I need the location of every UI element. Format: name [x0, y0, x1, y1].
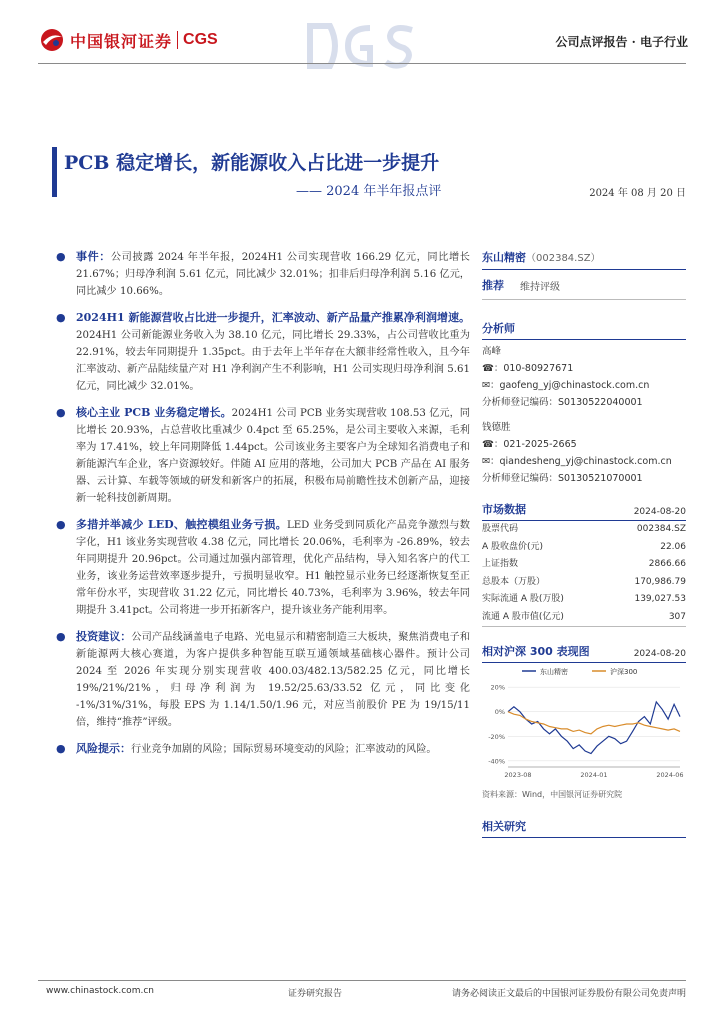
point-head: 风险提示：	[76, 742, 131, 755]
analyst-email[interactable]: ✉：gaofeng_yj@chinastock.com.cn	[482, 380, 650, 391]
analyst-name: 钱德胜	[482, 422, 511, 433]
chart-date: 2024-08-20	[633, 649, 686, 659]
stock-name: 东山精密	[482, 251, 526, 264]
legend-label: 沪深300	[610, 668, 638, 676]
x-tick-label: 2024-06	[656, 771, 684, 779]
report-type: 公司点评报告 · 电子行业	[555, 35, 688, 49]
table-row	[482, 521, 686, 539]
stock-code: （002384.SZ）	[526, 253, 601, 264]
market-section-title: 市场数据	[482, 503, 526, 516]
divider	[482, 837, 686, 838]
row-value: 170,986.79	[634, 576, 686, 587]
row-value: 2866.66	[648, 559, 686, 569]
market-section-header	[482, 497, 686, 520]
analyst-phone: ☎：021-2025-2665	[482, 439, 577, 450]
rating-sub: 维持评级	[520, 281, 560, 293]
row-label: 实际流通 A 股(万股)	[482, 594, 564, 604]
point-body: 公司产品线涵盖电子电路、光电显示和精密制造三大板块，聚焦消费电子和新能源两大核心赛道，为客户提供多种智能互联互通领域基础核心器件。预计公司 2024 至 2026 年实现分别实现营收 400.03/482.13/582.25 亿元，同比增长 19%/21%/21%，归母净利润为 19.52/25.63/33.52 亿元，同比变化 -1%/31%/31%，每股 EPS 为 1.14/1.50/1.96 元，对应当前股价 PE 为 19/15/11 倍，维持“推荐”评级。	[76, 632, 471, 728]
row-label: 股票代码	[482, 524, 519, 534]
legend-label: 东山精密	[540, 668, 568, 676]
point-body: 2024H1 公司 PCB 业务实现营收 108.53 亿元，同比增长 20.93%，占总营收比重减少 0.4pct 至 65.25%，是公司主要收入来源，毛利率为 17.41%，较上年同期降低 1.44pct。公司该业务主要客户为全球知名消费电子和新能源汽车企业，客户资源较好。伴随 AI 应用的落地，公司加大 PCB 产品在 AI 服务器、云计算、车载等领域的研发和新客户的拓展，积极布局前瞻性技术创新产品，迎接新一轮科技创新周期。	[76, 408, 470, 504]
point-pcb	[52, 404, 470, 507]
table-row	[482, 539, 686, 557]
point-head: 事件：	[76, 250, 111, 263]
related-research-title: 相关研究	[482, 820, 526, 833]
point-head: 投资建议：	[76, 630, 132, 643]
chart-source: 资料来源：Wind，中国银河证券研究院	[482, 790, 623, 799]
point-body: 2024H1 公司新能源业务收入为 38.10 亿元，同比增长 29.33%，占公司营收比重为 22.91%，较去年同期提升 1.35pct。由于去年上半年存在大额非经常性收入，且今年汇率波动、新产品陆续量产对 H1 净利润产生不利影响，H1 公司实现归母净利润 5.61 亿元，同比减少 32.01%。	[76, 330, 470, 392]
point-led	[52, 516, 470, 619]
divider	[482, 626, 686, 627]
point-body: LED 业务受到同质化产品竞争激烈与数字化，H1 该业务实现营收 4.38 亿元，同比增长 20.06%，毛利率为 -26.89%，较去年同期提升 20.96pct。公司通过加强内部管理，优化产品结构，导入知名客户的代工业务，该业务运营效率逐步提升，亏损明显收窄。H1 触控显示业务已经逐渐恢复至正常年份水平，实现营收 31.22 亿元，同比增长 40.73%，毛利率为 3.96%，较去年同期提升 3.41pct。公司将进一步开拓新客户，提升该业务产能利用率。	[76, 520, 470, 616]
point-head: 多措并举减少 LED、触控模组业务亏损。	[76, 518, 287, 531]
analyst-email[interactable]: ✉：qiandesheng_yj@chinastock.com.cn	[482, 456, 672, 467]
point-investment	[52, 628, 470, 731]
row-label: 总股本（万股）	[482, 576, 546, 587]
y-tick-label: 20%	[490, 683, 505, 692]
row-value: 139,027.53	[634, 594, 686, 604]
sidebar	[482, 246, 686, 838]
footer-center: 证券研究报告	[288, 989, 343, 999]
point-body: 公司披露 2024 年半年报，2024H1 公司实现营收 166.29 亿元，同比增长 21.67%；归母净利润 5.61 亿元，同比减少 32.01%；扣非后归母净利润 5.16 亿元，同比减少 10.66%。	[76, 252, 470, 297]
analyst-name: 高峰	[482, 346, 502, 357]
point-risk	[52, 740, 470, 758]
row-label: A 股收盘价(元)	[482, 541, 544, 552]
table-row	[482, 556, 686, 574]
point-new-energy	[52, 309, 470, 395]
analyst-cert: 分析师登记编码：S0130521070001	[482, 473, 643, 484]
point-head: 2024H1 新能源营收占比进一步提升，汇率波动、新产品量产推累净利润增速。	[76, 311, 470, 324]
chart-section-header	[482, 639, 686, 662]
market-data-table	[482, 521, 686, 626]
rating-row	[482, 270, 686, 299]
row-value: 307	[668, 611, 686, 622]
chart-title: 相对沪深 300 表现图	[482, 645, 590, 658]
y-tick-label: -20%	[488, 732, 505, 741]
y-tick-label: -40%	[488, 757, 505, 766]
report-subtitle: —— 2024 年半年报点评	[296, 184, 442, 199]
bullet-icon: ●	[56, 311, 66, 324]
galaxy-logo-icon	[40, 28, 64, 52]
stock-header	[482, 246, 686, 269]
bullet-icon: ●	[56, 250, 66, 263]
bullet-icon: ●	[56, 406, 66, 419]
logo-en-text: CGS	[183, 31, 218, 48]
row-label: 上证指数	[482, 559, 519, 569]
footer-divider	[38, 980, 686, 981]
brand-logo	[40, 25, 218, 55]
header-divider	[38, 63, 686, 64]
analyst-block-2	[482, 411, 686, 487]
main-content	[52, 248, 470, 767]
analyst-cert: 分析师登记编码：S0130522040001	[482, 397, 643, 408]
analyst-section-title: 分析师	[482, 322, 515, 335]
market-date: 2024-08-20	[633, 507, 686, 517]
report-date: 2024 年 08 月 20 日	[589, 188, 686, 199]
report-title: PCB 稳定增长，新能源收入占比进一步提升	[64, 152, 440, 174]
rating-value: 推荐	[482, 279, 504, 292]
bullet-icon: ●	[56, 630, 66, 643]
logo-cn-text: 中国银河证券	[70, 31, 173, 51]
row-value: 22.06	[660, 541, 686, 552]
y-tick-label: 0%	[494, 708, 505, 717]
bullet-icon: ●	[56, 742, 66, 755]
table-row	[482, 574, 686, 592]
cgs-watermark	[300, 18, 420, 74]
x-tick-label: 2024-01	[580, 771, 608, 779]
x-tick-label: 2023-08	[504, 771, 532, 779]
row-label: 流通 A 股市值(亿元)	[482, 611, 564, 622]
logo-divider	[177, 31, 178, 49]
relative-performance-chart	[482, 663, 686, 783]
table-row	[482, 591, 686, 609]
point-event	[52, 248, 470, 300]
point-body: 行业竞争加剧的风险；国际贸易环境变动的风险；汇率波动的风险。	[131, 744, 437, 755]
table-row	[482, 609, 686, 627]
row-value: 002384.SZ	[636, 524, 686, 534]
divider	[482, 299, 686, 300]
title-accent-bar	[52, 147, 57, 197]
footer-url[interactable]: www.chinastock.com.cn	[46, 986, 154, 996]
analyst-phone: ☎：010-80927671	[482, 363, 574, 374]
footer-disclaimer: 请务必阅读正文最后的中国银河证券股份有限公司免责声明	[451, 989, 686, 999]
analyst-block-1	[482, 340, 686, 411]
bullet-icon: ●	[56, 518, 66, 531]
point-head: 核心主业 PCB 业务稳定增长。	[76, 406, 232, 419]
